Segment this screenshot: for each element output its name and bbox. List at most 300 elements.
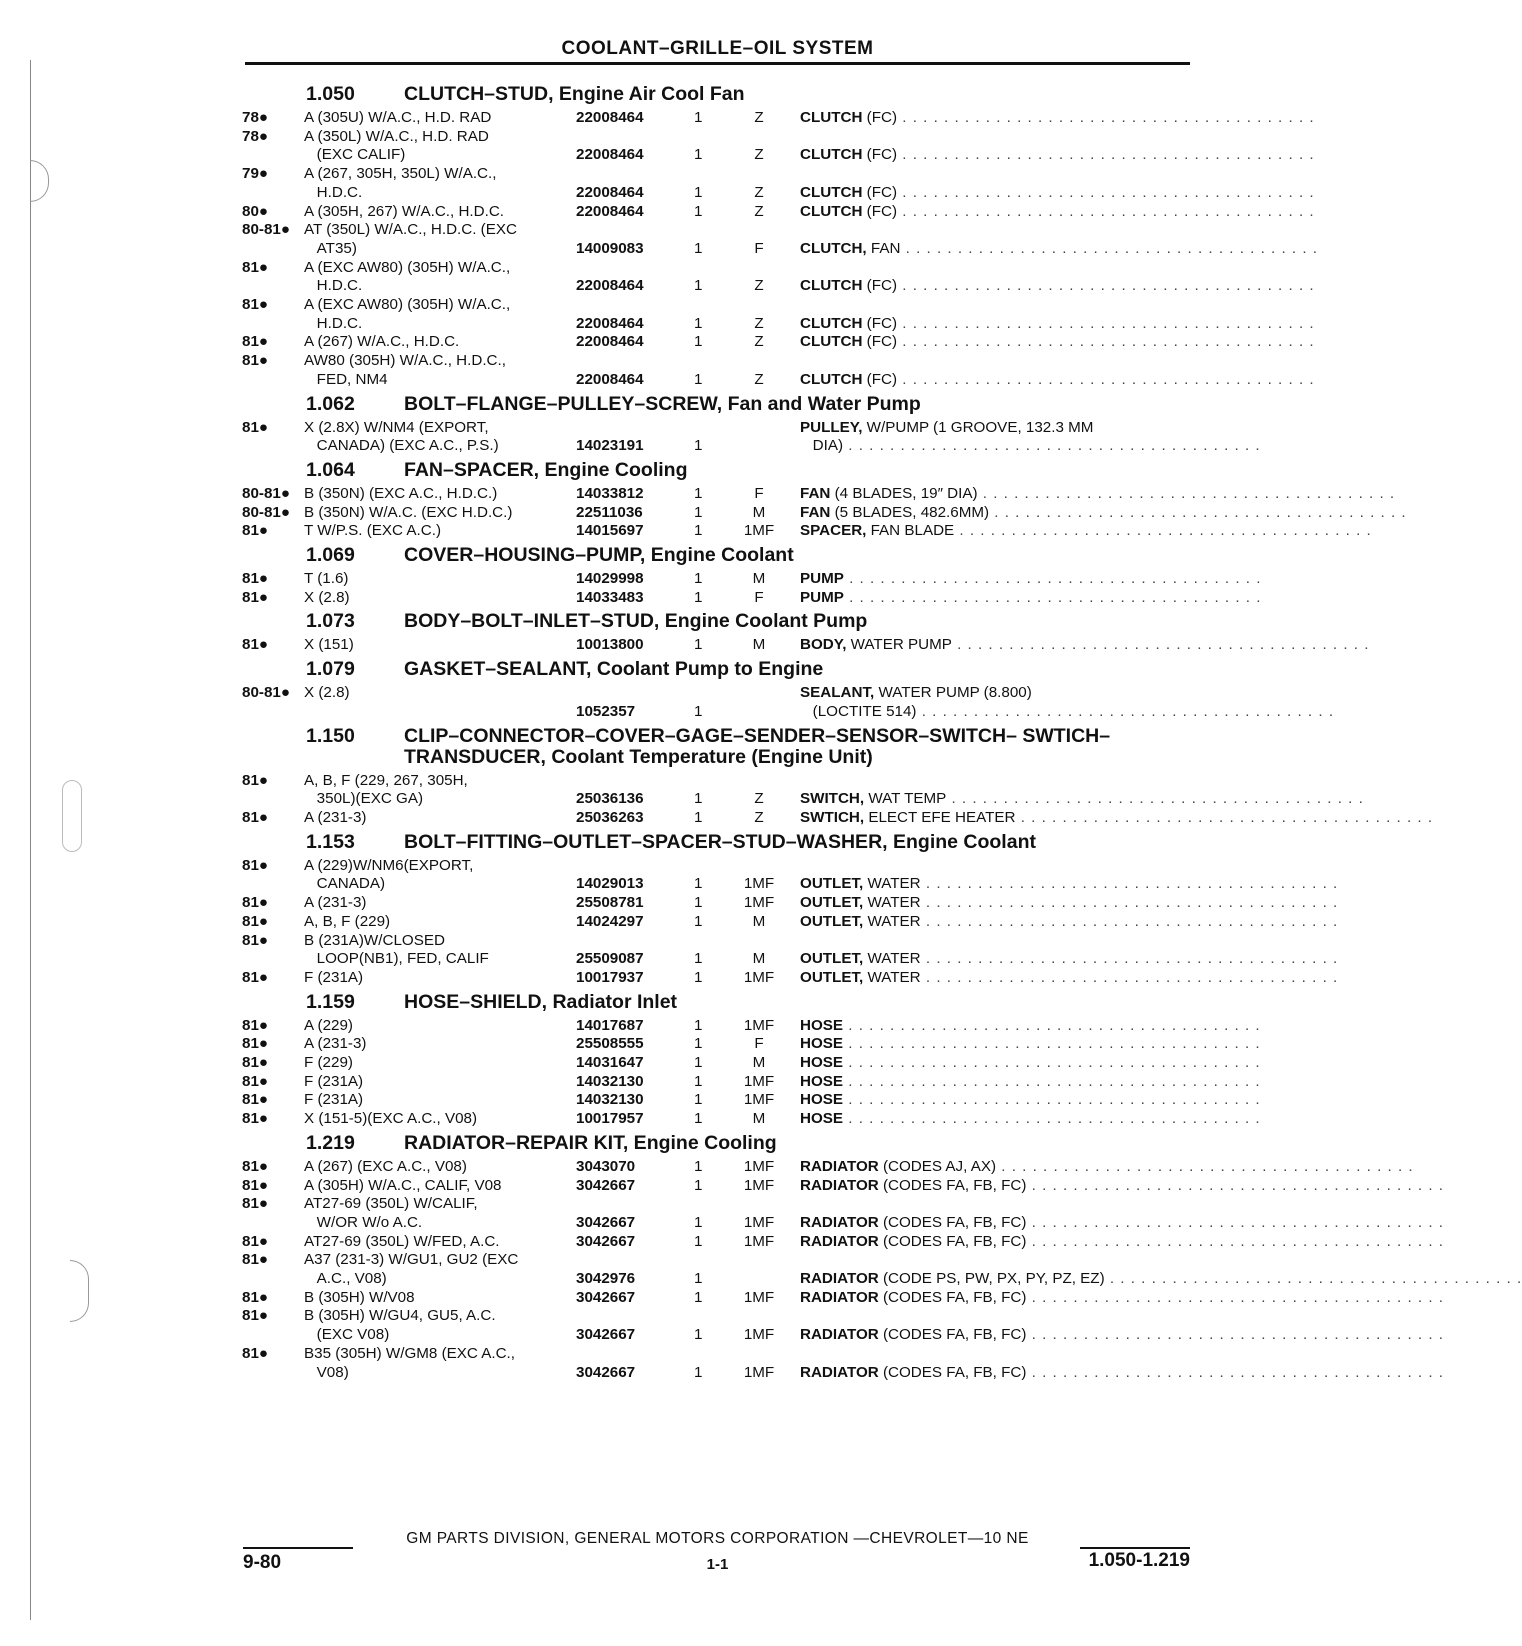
model-year: 78● [242, 127, 269, 145]
part-number: 22008464 [576, 277, 644, 295]
model-year: 81● [242, 352, 269, 370]
section [242, 544, 1262, 607]
table-row [242, 1251, 1522, 1288]
quantity: 1 [694, 503, 703, 521]
section-title: FAN–SPACER, Engine Cooling [404, 458, 688, 481]
source-code: Z [754, 333, 764, 351]
part-name-continuation: DIA) [800, 437, 844, 455]
model-year: 81● [242, 1251, 269, 1269]
part-name-keyword: FAN [800, 484, 831, 502]
part-name-detail: (CODE PS, PW, PX, PY, PZ, EZ) [878, 1270, 1105, 1288]
model-year: 80-81● [242, 503, 291, 521]
part-name [800, 1345, 1444, 1382]
application-description: F (231A) [304, 968, 364, 986]
footer-date: 9-80 [243, 1552, 282, 1573]
quantity: 1 [694, 1232, 703, 1250]
section-number: 1.062 [306, 392, 355, 415]
model-year: 80● [242, 202, 269, 220]
table-row [242, 202, 1315, 222]
part-name [800, 1017, 1261, 1036]
part-name-keyword: HOSE [800, 1016, 844, 1034]
section-heading [242, 1133, 1192, 1154]
part-name-detail: WATER [863, 912, 921, 930]
application-description: A (350L) W/A.C., H.D. RAD (EXC CALIF) [304, 127, 489, 164]
part-name [800, 809, 1433, 828]
quantity: 1 [694, 950, 703, 968]
section-number: 1.069 [306, 544, 355, 567]
part-number: 22008464 [576, 183, 644, 201]
binding-edge-line [30, 60, 31, 1620]
dot-leader: . . . . . . . . . . . . . . . . . . . . . . . . . . . . . . . . . . . . . . . . [1026, 1232, 1444, 1250]
part-name-detail: (FC) [862, 109, 898, 126]
part-name-detail: (4 BLADES, 19″ DIA) [830, 484, 978, 502]
application-description: X (2.8) [304, 588, 350, 606]
quantity: 1 [694, 202, 703, 220]
application-description: A (231-3) [304, 1035, 367, 1053]
application-description: B (305H) W/V08 [304, 1288, 415, 1306]
part-name-detail: (FC) [862, 333, 898, 351]
dot-leader: . . . . . . . . . . . . . . . . . . . . . . . . . . . . . . . . . . . . . . . . [897, 370, 1315, 388]
quantity: 1 [694, 1016, 703, 1034]
part-number: 3042667 [576, 1326, 636, 1344]
application-description: X (151-5)(EXC A.C., V08) [304, 1110, 478, 1128]
dot-leader: . . . . . . . . . . . . . . . . . . . . . . . . . . . . . . . . . . . . . . . . [843, 1072, 1261, 1090]
dot-leader: . . . . . . . . . . . . . . . . . . . . . . . . . . . . . . . . . . . . . . . . [897, 202, 1315, 220]
source-code: 1MF [743, 968, 775, 986]
source-code: Z [754, 109, 764, 126]
quantity: 1 [694, 808, 703, 826]
part-name-keyword: CLUTCH [800, 370, 863, 388]
part-number: 22008464 [576, 146, 644, 164]
dot-leader: . . . . . . . . . . . . . . . . . . . . . . . . . . . . . . . . . . . . . . . . [843, 437, 1261, 455]
page-title: COOLANT–GRILLE–OIL SYSTEM [561, 38, 874, 59]
source-code: M [752, 1110, 766, 1128]
dot-leader: . . . . . . . . . . . . . . . . . . . . . . . . . . . . . . . . . . . . . . . . [1026, 1326, 1444, 1344]
part-number: 14032130 [576, 1091, 644, 1109]
dot-leader: . . . . . . . . . . . . . . . . . . . . . . . . . . . . . . . . . . . . . . . . [843, 570, 1262, 588]
part-name-keyword: RADIATOR [800, 1326, 879, 1344]
model-year: 81● [242, 1035, 269, 1053]
source-code: Z [754, 370, 764, 388]
part-number: 10013800 [576, 636, 644, 654]
part-name [800, 894, 1338, 913]
part-number: 14024297 [576, 912, 644, 930]
model-year: 81● [242, 1054, 269, 1072]
part-number: 14033483 [576, 588, 644, 606]
part-name-detail: (FC) [862, 314, 898, 332]
quantity: 1 [694, 1213, 703, 1231]
source-code: 1MF [743, 1363, 775, 1381]
source-code: F [754, 588, 764, 606]
table-row [242, 333, 1315, 352]
table-row [242, 221, 1318, 258]
table-row [242, 127, 1315, 165]
model-year: 81● [242, 771, 269, 789]
footer-section-range: 1.050-1.219 [1088, 1550, 1190, 1571]
dot-leader: . . . . . . . . . . . . . . . . . . . . . . . . . . . . . . . . . . . . . . . . [843, 1035, 1261, 1053]
part-number: 3042667 [576, 1176, 636, 1194]
part-name-detail: FAN [866, 239, 901, 257]
part-name-keyword: RADIATOR [800, 1213, 879, 1231]
part-name-detail: (FC) [862, 146, 898, 164]
punch-hole-mark [62, 780, 82, 852]
quantity: 1 [694, 239, 703, 257]
part-name-continuation: (LOCTITE 514) [800, 702, 917, 720]
part-name-keyword: CLUTCH [800, 314, 863, 332]
dot-leader: . . . . . . . . . . . . . . . . . . . . . . . . . . . . . . . . . . . . . . . . [897, 333, 1315, 351]
source-code: M [752, 570, 766, 588]
table-row [242, 968, 1339, 988]
section-title: BOLT–FLANGE–PULLEY–SCREW, Fan and Water Pump [404, 392, 921, 415]
quantity: 1 [694, 875, 703, 893]
part-name [800, 1054, 1261, 1073]
part-name [800, 857, 1338, 894]
source-code: 1MF [743, 1157, 775, 1175]
section-number: 1.153 [306, 830, 355, 853]
part-name-keyword: OUTLET, [800, 875, 864, 893]
part-name-detail: WATER PUMP [846, 636, 952, 654]
dot-leader: . . . . . . . . . . . . . . . . . . . . . . . . . . . . . . . . . . . . . . . . [1026, 1363, 1444, 1381]
part-name-keyword: OUTLET, [800, 912, 864, 930]
section [242, 458, 1407, 541]
section-number: 1.064 [306, 458, 355, 481]
part-number: 3043070 [576, 1157, 636, 1175]
section [242, 990, 1261, 1129]
dot-leader: . . . . . . . . . . . . . . . . . . . . . . . . . . . . . . . . . . . . . . . . [1026, 1288, 1444, 1306]
table-row [242, 503, 1407, 523]
dot-leader: . . . . . . . . . . . . . . . . . . . . . . . . . . . . . . . . . . . . . . . . [897, 109, 1315, 126]
section-number: 1.050 [306, 83, 355, 105]
part-name [800, 1073, 1261, 1092]
section [242, 1131, 1522, 1382]
quantity: 1 [694, 1176, 703, 1194]
part-name [800, 1307, 1444, 1344]
part-name [800, 221, 1318, 258]
punch-hole-mark [70, 1260, 89, 1322]
quantity: 1 [694, 183, 703, 201]
application-description: A (267, 305H, 350L) W/A.C., H.D.C. [304, 165, 497, 201]
source-code: 1MF [743, 1072, 775, 1090]
quantity: 1 [694, 702, 703, 720]
part-number: 3042667 [576, 1363, 636, 1381]
part-name-keyword: PUMP [800, 588, 844, 606]
part-name-keyword: OUTLET, [800, 894, 864, 912]
table-row [242, 636, 1370, 655]
quantity: 1 [694, 588, 703, 606]
part-name-detail: (5 BLADES, 482.6MM) [830, 503, 990, 521]
source-code: M [752, 503, 766, 521]
section-heading [242, 992, 1192, 1013]
part-number: 25508555 [576, 1035, 644, 1053]
application-description: A, B, F (229) [304, 912, 391, 930]
title-rule [245, 62, 1190, 65]
part-number: 14029013 [576, 875, 644, 893]
table-row [242, 1176, 1444, 1196]
model-year: 81● [242, 1307, 269, 1325]
application-description: B (350N) (EXC A.C., H.D.C.) [304, 484, 498, 502]
section [242, 610, 1370, 655]
part-name-keyword: CLUTCH [800, 109, 863, 126]
model-year: 81● [242, 1195, 269, 1213]
part-name [800, 1251, 1522, 1288]
model-year: 81● [242, 258, 269, 276]
section-title: COVER–HOUSING–PUMP, Engine Coolant [404, 544, 794, 567]
model-year: 81● [242, 1344, 269, 1362]
part-number: 10017957 [576, 1110, 644, 1128]
part-number: 3042667 [576, 1288, 636, 1306]
part-name-detail: (FC) [862, 183, 898, 201]
part-name-keyword: PUMP [800, 570, 844, 588]
table-row [242, 570, 1262, 589]
part-name-detail: (CODES FA, FB, FC) [878, 1232, 1027, 1250]
part-name-keyword: HOSE [800, 1110, 844, 1128]
part-name-keyword: CLUTCH [800, 146, 863, 164]
dot-leader: . . . . . . . . . . . . . . . . . . . . . . . . . . . . . . . . . . . . . . . . [916, 702, 1335, 720]
part-number: 14015697 [576, 522, 644, 540]
section-number: 1.079 [306, 658, 355, 681]
part-name-keyword: RADIATOR [800, 1363, 879, 1381]
part-name [800, 1195, 1444, 1232]
part-name-keyword: RADIATOR [800, 1176, 879, 1194]
quantity: 1 [694, 314, 703, 332]
part-number: 14033812 [576, 484, 644, 502]
section-heading [242, 84, 1192, 105]
table-row [242, 1054, 1261, 1073]
part-name-detail: (CODES AJ, AX) [878, 1157, 997, 1175]
application-description: F (229) [304, 1054, 353, 1072]
application-description: T W/P.S. (EXC A.C.) [304, 522, 441, 540]
model-year: 81● [242, 418, 269, 436]
application-description: B (305H) W/GU4, GU5, A.C. (EXC V08) [304, 1307, 496, 1344]
source-code: 1MF [743, 875, 775, 893]
part-name [800, 504, 1407, 523]
part-name-keyword: CLUTCH [800, 202, 863, 220]
part-name-keyword: SEALANT, [800, 684, 875, 702]
section-number: 1.159 [306, 990, 355, 1013]
section-title: CLUTCH–STUD, Engine Air Cool Fan [404, 83, 745, 105]
application-description: AT27-69 (350L) W/FED, A.C. [304, 1232, 500, 1250]
part-number: 14009083 [576, 239, 644, 257]
part-number: 22511036 [576, 503, 643, 521]
part-name [800, 203, 1315, 222]
application-description: AW80 (305H) W/A.C., H.D.C., FED, NM4 [304, 352, 506, 388]
part-number: 10017937 [576, 968, 644, 986]
quantity: 1 [694, 109, 703, 126]
footer-page-number: 1-1 [706, 1556, 729, 1573]
part-number: 22008464 [576, 202, 644, 220]
source-code: Z [754, 202, 764, 220]
table-row [242, 1232, 1444, 1252]
application-description: A (EXC AW80) (305H) W/A.C., H.D.C. [304, 296, 511, 332]
quantity: 1 [694, 1270, 703, 1288]
part-name [800, 109, 1315, 128]
part-number: 25036136 [576, 790, 644, 808]
application-description: A (305U) W/A.C., H.D. RAD [304, 109, 492, 126]
part-name [800, 1110, 1261, 1129]
dot-leader: . . . . . . . . . . . . . . . . . . . . . . . . . . . . . . . . . . . . . . . . [977, 484, 1396, 502]
source-code: 1MF [743, 1232, 775, 1250]
part-name-keyword: CLUTCH, [800, 239, 867, 257]
part-name [800, 636, 1369, 655]
source-code: 1MF [743, 1288, 775, 1306]
part-name-detail: FAN BLADE [866, 522, 955, 540]
model-year: 81● [242, 856, 269, 874]
quantity: 1 [694, 146, 703, 164]
part-number: 3042976 [576, 1270, 636, 1288]
part-name-keyword: RADIATOR [800, 1288, 879, 1306]
table-row [242, 931, 1339, 969]
dot-leader: . . . . . . . . . . . . . . . . . . . . . . . . . . . . . . . . . . . . . . . . [843, 1091, 1261, 1109]
section-heading [242, 659, 1192, 680]
table-row [242, 588, 1262, 608]
quantity: 1 [694, 522, 703, 540]
part-name [800, 932, 1338, 969]
table-row [242, 1157, 1414, 1177]
table-row [242, 522, 1372, 541]
quantity: 1 [694, 1157, 703, 1175]
source-code: F [754, 239, 764, 257]
model-year: 81● [242, 968, 269, 986]
application-description: X (151) [304, 636, 354, 654]
part-name [800, 570, 1261, 589]
part-number: 1052357 [576, 702, 636, 720]
section [242, 724, 1434, 828]
section-heading [242, 460, 1192, 481]
part-name-detail: WATER PUMP (8.800) [874, 684, 1032, 702]
application-description: A (267) W/A.C., H.D.C. [304, 333, 460, 351]
footer-organization: GM PARTS DIVISION, GENERAL MOTORS CORPORATION —CHEVROLET—10 NE [406, 1530, 1029, 1547]
dot-leader: . . . . . . . . . . . . . . . . . . . . . . . . . . . . . . . . . . . . . . . . [920, 950, 1339, 968]
table-row [242, 684, 1335, 721]
source-code: M [752, 1054, 766, 1072]
source-code: Z [754, 183, 764, 201]
part-name-detail: ELECT EFE HEATER [864, 808, 1016, 826]
application-description: B35 (305H) W/GM8 (EXC A.C., V08) [304, 1344, 515, 1381]
part-name [800, 913, 1338, 932]
quantity: 1 [694, 790, 703, 808]
part-name-detail: WATER [863, 875, 921, 893]
source-code: F [754, 484, 764, 502]
dot-leader: . . . . . . . . . . . . . . . . . . . . . . . . . . . . . . . . . . . . . . . . [897, 277, 1315, 295]
part-number: 14031647 [576, 1054, 644, 1072]
part-name [800, 589, 1261, 608]
source-code: Z [754, 146, 764, 164]
source-code: 1MF [743, 522, 775, 540]
part-name-keyword: CLUTCH [800, 183, 863, 201]
quantity: 1 [694, 1363, 703, 1381]
model-year: 81● [242, 588, 269, 606]
part-name [800, 419, 1261, 456]
application-description: F (231A) [304, 1091, 364, 1109]
model-year: 81● [242, 333, 269, 351]
part-name-keyword: RADIATOR [800, 1270, 879, 1288]
application-description: A (229) [304, 1016, 353, 1034]
model-year: 80-81● [242, 484, 291, 502]
dot-leader: . . . . . . . . . . . . . . . . . . . . . . . . . . . . . . . . . . . . . . . . [1104, 1270, 1522, 1288]
part-name-detail: (FC) [862, 202, 898, 220]
application-description: A (231-3) [304, 894, 367, 912]
quantity: 1 [694, 1091, 703, 1109]
part-number: 3042667 [576, 1213, 636, 1231]
table-row [242, 352, 1315, 389]
dot-leader: . . . . . . . . . . . . . . . . . . . . . . . . . . . . . . . . . . . . . . . . [897, 314, 1315, 332]
part-number: 3042667 [576, 1232, 636, 1250]
part-name [800, 352, 1315, 389]
quantity: 1 [694, 1035, 703, 1053]
punch-hole-mark [30, 160, 49, 202]
part-number: 22008464 [576, 314, 644, 332]
section-heading [242, 726, 1192, 768]
quantity: 1 [694, 894, 703, 912]
dot-leader: . . . . . . . . . . . . . . . . . . . . . . . . . . . . . . . . . . . . . . . . [1026, 1176, 1444, 1194]
part-name-keyword: OUTLET, [800, 950, 864, 968]
section-number: 1.219 [306, 1131, 355, 1154]
table-row [242, 894, 1339, 913]
model-year: 81● [242, 1016, 269, 1034]
part-name-keyword: SWITCH, [800, 790, 865, 808]
table-row [242, 1110, 1261, 1129]
source-code: 1MF [743, 1326, 775, 1344]
part-number: 25508781 [576, 894, 644, 912]
model-year: 79● [242, 165, 269, 183]
section-title: HOSE–SHIELD, Radiator Inlet [404, 990, 678, 1013]
part-name-keyword: SPACER, [800, 522, 867, 540]
model-year: 81● [242, 570, 269, 588]
part-name [800, 1233, 1444, 1252]
application-description: B (350N) W/A.C. (EXC H.D.C.) [304, 503, 513, 521]
part-name-keyword: CLUTCH [800, 333, 863, 351]
part-name [800, 772, 1364, 809]
application-description: A (305H) W/A.C., CALIF, V08 [304, 1176, 502, 1194]
part-name-detail: (FC) [862, 370, 898, 388]
application-description: F (231A) [304, 1072, 364, 1090]
dot-leader: . . . . . . . . . . . . . . . . . . . . . . . . . . . . . . . . . . . . . . . . [843, 1054, 1261, 1072]
table-row [242, 1072, 1261, 1092]
model-year: 81● [242, 522, 269, 540]
part-name [800, 1091, 1261, 1110]
model-year: 81● [242, 636, 269, 654]
application-description: AT27-69 (350L) W/CALIF, W/OR W/o A.C. [304, 1195, 478, 1231]
dot-leader: . . . . . . . . . . . . . . . . . . . . . . . . . . . . . . . . . . . . . . . . [897, 146, 1315, 164]
table-row [242, 1195, 1444, 1232]
application-description: A (EXC AW80) (305H) W/A.C., H.D.C. [304, 258, 511, 295]
dot-leader: . . . . . . . . . . . . . . . . . . . . . . . . . . . . . . . . . . . . . . . . [1015, 808, 1434, 826]
part-name-detail: WATER [863, 894, 921, 912]
dot-leader: . . . . . . . . . . . . . . . . . . . . . . . . . . . . . . . . . . . . . . . . [920, 875, 1339, 893]
part-name-detail: WATER [863, 950, 921, 968]
source-code: Z [754, 808, 764, 826]
quantity: 1 [694, 1072, 703, 1090]
table-row [242, 484, 1396, 504]
part-name [800, 128, 1315, 165]
section-title: CLIP–CONNECTOR–COVER–GAGE–SENDER–SENSOR–SWITCH– SWTICH–TRANSDUCER, Coolant Temperature (Engine Unit) [404, 724, 1111, 768]
part-name [800, 296, 1315, 333]
table-row [242, 418, 1261, 456]
model-year: 81● [242, 1072, 269, 1090]
source-code: 1MF [743, 1176, 775, 1194]
table-row [242, 856, 1339, 894]
table-row [242, 1344, 1444, 1382]
part-name [800, 485, 1395, 504]
dot-leader: . . . . . . . . . . . . . . . . . . . . . . . . . . . . . . . . . . . . . . . . [946, 790, 1364, 808]
section-title: BOLT–FITTING–OUTLET–SPACER–STUD–WASHER, Engine Coolant [404, 830, 1036, 853]
quantity: 1 [694, 437, 703, 455]
part-name [800, 259, 1315, 296]
parts-listing [242, 80, 1522, 1384]
table-row [242, 1091, 1261, 1110]
quantity: 1 [694, 570, 703, 588]
application-description: AT (350L) W/A.C., H.D.C. (EXC AT35) [304, 221, 517, 257]
